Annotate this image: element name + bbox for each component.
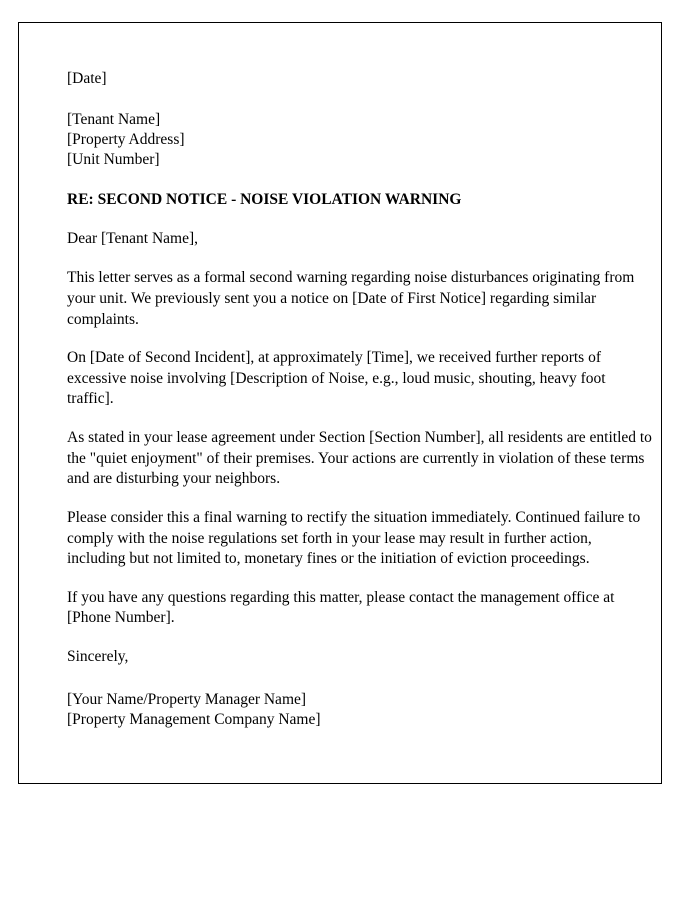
signature-company-name: [Property Management Company Name]	[67, 711, 321, 728]
date-line: [Date]	[67, 70, 107, 87]
recipient-unit-number: [Unit Number]	[67, 151, 160, 169]
recipient-address-block	[67, 110, 652, 170]
signature-block	[67, 690, 652, 730]
closing-line: Sincerely,	[67, 647, 129, 665]
letter-body	[67, 69, 652, 730]
subject-line: RE: SECOND NOTICE - NOISE VIOLATION WARNING	[67, 191, 462, 209]
body-paragraph-3: As stated in your lease agreement under Section [Section Number], all residents are entitled to the "quiet enjoyment" of their premises. Your actions are currently in violation of these terms and are disturbing your neighbors.	[67, 429, 652, 488]
salutation: Dear [Tenant Name],	[67, 230, 199, 248]
letter-border	[18, 22, 662, 784]
signature-manager-name: [Your Name/Property Manager Name]	[67, 690, 307, 708]
body-paragraph-4: Please consider this a final warning to rectify the situation immediately. Continued failure to comply with the noise regulations set forth in your lease may result in further action, including but not limited to, monetary fines or the initiation of eviction proceedings.	[67, 508, 641, 568]
body-paragraph-2: On [Date of Second Incident], at approximately [Time], we received further reports of excessive noise involving [Description of Noise, e.g., loud music, shouting, heavy foot traffic].	[67, 349, 606, 408]
recipient-tenant-name: [Tenant Name]	[67, 110, 161, 128]
body-paragraph-5: If you have any questions regarding this matter, please contact the management office at [Phone Number].	[67, 588, 615, 627]
recipient-property-address: [Property Address]	[67, 131, 185, 149]
body-paragraph-1: This letter serves as a formal second warning regarding noise disturbances originating from your unit. We previously sent you a notice on [Date of First Notice] regarding similar complaints.	[67, 269, 635, 328]
